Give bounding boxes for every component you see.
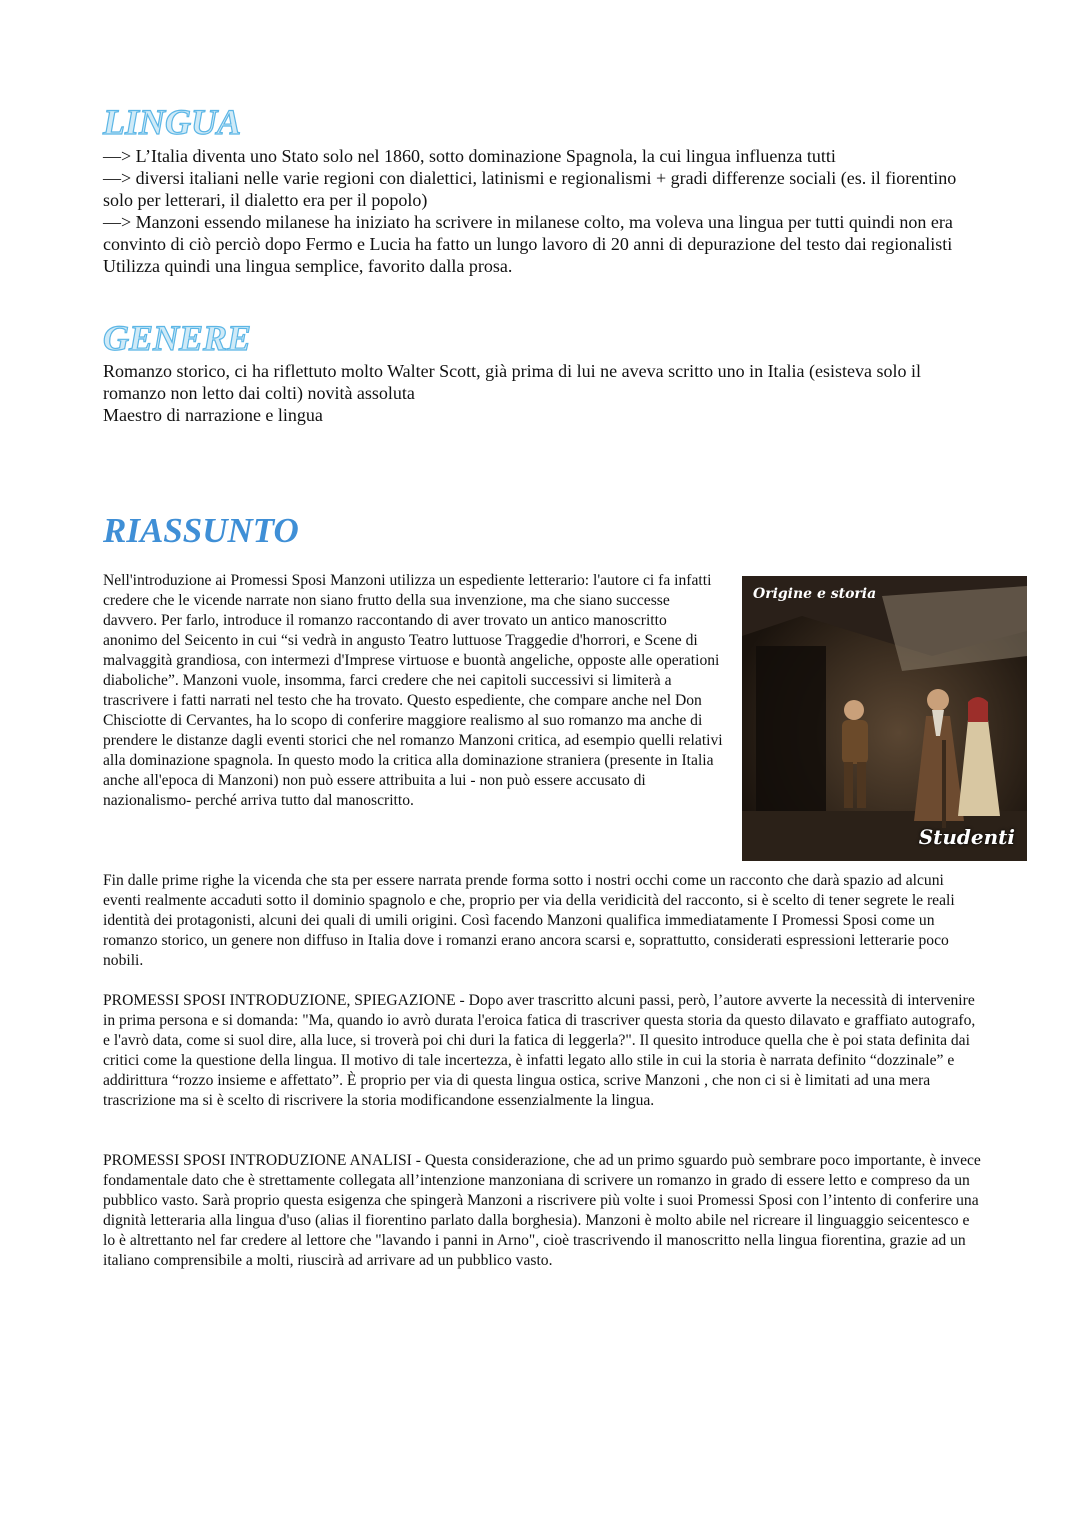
section-title-genere: GENERE (103, 318, 252, 358)
riassunto-paragraph-3 (103, 991, 983, 1111)
cover-image (742, 576, 1027, 861)
painting-illustration (742, 576, 1027, 861)
cover-brand-logo: Studenti (918, 825, 1015, 849)
riassunto-paragraph-4 (103, 1151, 983, 1271)
paragraph: PROMESSI SPOSI INTRODUZIONE, SPIEGAZIONE - Dopo aver trascritto alcuni passi, però, l’autore avverte la necessità di intervenire in prima persona e si domanda: "Ma, quando io avrò durata l'eroica fatica di trascriver questa storia da questo dilavato e graffiato autografo, e l'avrò data, come si suol dire, alla luce, si troverà poi chi duri la fatica di leggerla?". Il quesito introduce quella che è poi stata definita dai critici come la questione della lingua. Il motivo di tale incertezza, è infatti legato allo stile in cui la storia è narrata definito “dozzinale” e addirittura “rozzo insieme e affettato”. È proprio per via di questa lingua ostica, scrive Manzoni , che non ci si è limitati ad una mera trascrizione ma si è scelto di riscrivere la storia modificandone essenzialmente la lingua. (103, 992, 976, 1109)
riassunto-paragraph-2 (103, 871, 983, 971)
section-title-lingua: LINGUA (103, 102, 242, 142)
genere-line: Maestro di narrazione e lingua (103, 405, 323, 425)
riassunto-intro (103, 571, 723, 811)
section-title-riassunto: RIASSUNTO (103, 511, 299, 550)
lingua-line: —> L’Italia diventa uno Stato solo nel 1860, sotto dominazione Spagnola, la cui lingua influenza tutti (103, 146, 836, 166)
lingua-line: Utilizza quindi una lingua semplice, favorito dalla prosa. (103, 256, 513, 276)
lingua-line: —> Manzoni essendo milanese ha iniziato ha scrivere in milanese colto, ma voleva una lingua per tutti quindi non era convinto di ciò perciò dopo Fermo e Lucia ha fatto un lungo lavoro di 20 anni di depurazione del testo dai regionalisti (103, 212, 953, 254)
paragraph: Fin dalle prime righe la vicenda che sta per essere narrata prende forma sotto i nostri occhi come un racconto che darà spazio ad alcuni eventi realmente accaduti sotto il dominio spagnolo e che, proprio per via della veridicità del racconto, si è scelto di tener segrete le reali identità dei protagonisti, alcuni dei quali di umili origini. Così facendo Manzoni qualifica immediatamente I Promessi Sposi come un romanzo storico, un genere non diffuso in Italia dove i romanzi erano ancora scarsi e, soprattutto, considerati espressioni letterarie poco nobili. (103, 872, 955, 969)
cover-label: Origine e storia (753, 586, 877, 602)
genere-line: Romanzo storico, ci ha riflettuto molto Walter Scott, già prima di lui ne aveva scritto uno in Italia (esisteva solo il romanzo non letto dai colti) novità assoluta (103, 361, 922, 403)
paragraph: PROMESSI SPOSI INTRODUZIONE ANALISI - Questa considerazione, che ad un primo sguardo può sembrare poco importante, è invece fondamentale dato che è strettamente collegata all’intenzione manzoniana di scrivere un romanzo in grado di essere letto e compreso da un pubblico vasto. Sarà proprio questa esigenza che spingerà Manzoni a riscrivere più volte i suoi Promessi Sposi con l’intento di conferire una dignità letteraria alla lingua d'uso (alias il fiorentino parlato dalla borghesia). Manzoni è molto abile nel ricreare il linguaggio seicentesco e lo è altrettanto nel far credere al lettore che "lavando i panni in Arno", cioè trascrivendo il manoscritto nella lingua fiorentina, grazie ad un italiano comprensibile a molti, riuscirà ad arrivare ad un pubblico vasto. (103, 1152, 981, 1269)
lingua-line: —> diversi italiani nelle varie regioni con dialettici, latinismi e regionalismi + gradi differenze sociali (es. il fiorentino solo per letterari, il dialetto era per il popolo) (103, 168, 957, 210)
genere-body (103, 360, 983, 426)
lingua-body (103, 145, 983, 277)
paragraph: Nell'introduzione ai Promessi Sposi Manzoni utilizza un espediente letterario: l'autore ci fa infatti credere che le vicende narrate non siano frutto della sua invenzione, ma che siano successe davvero. Per farlo, introduce il romanzo raccontando di aver trovato un antico manoscritto anonimo del Seicento in cui “si vedrà in angusto Teatro luttuose Traggedie d'horrori, e Scene di malvaggità grandiosa, con intermezi d'Imprese virtuose e buontà angeliche, opposte alle operationi diaboliche”. Manzoni vuole, insomma, farci credere che nei capitoli successivi si limiterà a trascrivere i fatti narrati nel testo che ha trovato. Questo espediente, che compare anche nel Don Chisciotte di Cervantes, ha lo scopo di conferire maggiore realismo al suo romanzo ma anche di prendere le distanze dagli eventi storici che nel romanzo Manzoni critica, ad esempio quelli relativi alla dominazione spagnola. In questo modo la critica alla dominazione straniera (presente in Italia anche all'epoca di Manzoni) non può essere attribuita a lui - non può essere accusato di nazionalismo- perché arriva tutto dal manoscritto. (103, 572, 723, 809)
